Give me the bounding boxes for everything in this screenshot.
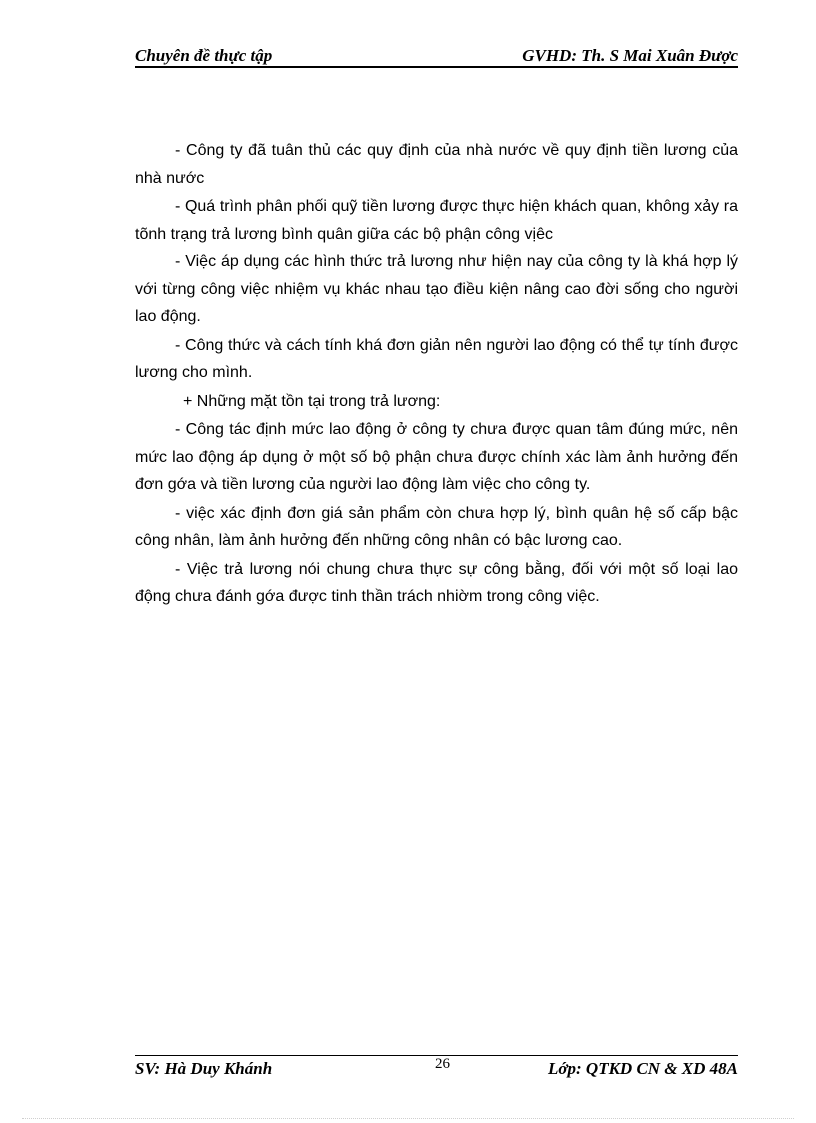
page-header [135,44,738,68]
subheading-limitations: + Những mặt tồn tại trong trả lương: [183,392,441,410]
footer-student: SV: Hà Duy Khánh [135,1059,273,1078]
page-footer [135,1055,738,1078]
footer-class: Lớp: QTKD CN & XD 48A [548,1059,738,1078]
paragraph-1: - Công ty đã tuân thủ các quy định của nhà nước về quy định tiền lương của nhà nước [135,142,738,187]
body-text [135,137,738,611]
paragraph-2: - Quá trình phân phối quỹ tiền lương được thực hiện khách quan, không xảy ra tõnh trạng trả lương bình quân giữa các bộ phận công vịêc [135,198,738,243]
paragraph-5: - Công tác định mức lao động ở công ty chưa được quan tâm đúng mức, nên mức lao động áp dụng ở một số bộ phận chưa được chính xác làm ảnh hưởng đến đơn gớa và tiền lương của người lao động làm việc cho công ty. [135,421,738,493]
paragraph-3: - Việc áp dụng các hình thức trả lương như hiện nay của công ty là khá hợp lý với từng công việc nhiệm vụ khác nhau tạo điều kiện nâng cao đời sống cho người lao động. [135,253,738,325]
paragraph-6: - việc xác định đơn giá sản phẩm còn chưa hợp lý, bình quân hệ số cấp bậc công nhân, làm ảnh hưởng đến những công nhân có bậc lương cao. [135,504,738,549]
header-advisor: GVHD: Th. S Mai Xuân Được [522,46,738,65]
paragraph-7: - Việc trả lương nói chung chưa thực sự công bằng, đối với một số loại lao động chưa đánh gớa được tinh thần trách nhiờm trong công việc. [135,560,738,605]
header-document-title: Chuyên đề thực tập [135,46,273,65]
paragraph-4: - Công thức và cách tính khá đơn giản nên người lao động có thể tự tính được lương cho mình. [135,336,738,381]
page-number: 26 [435,1056,450,1072]
bottom-dotted-rule [22,1118,794,1119]
